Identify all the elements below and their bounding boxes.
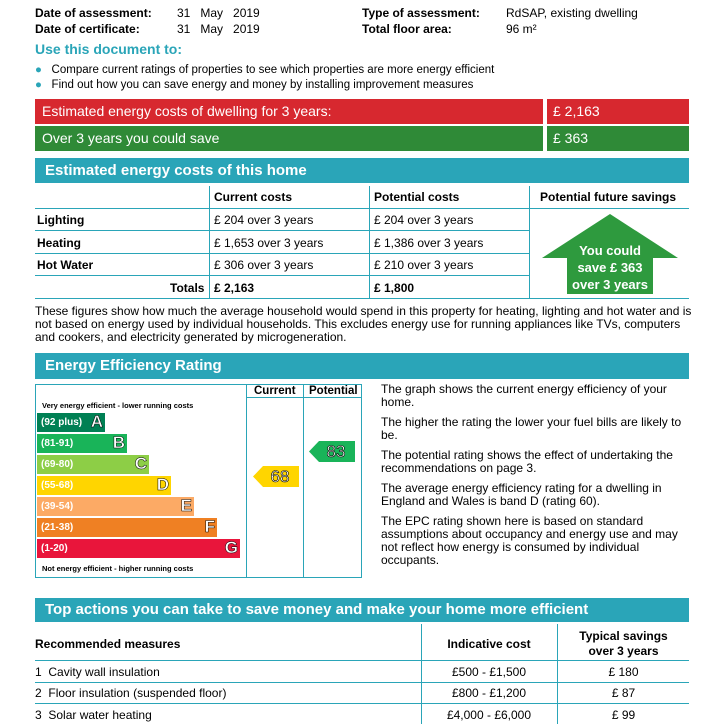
row-lighting-current: £ 204 over 3 years xyxy=(214,213,314,227)
cost-summary-value: £ 2,163 xyxy=(547,99,689,124)
row-heating-current: £ 1,653 over 3 years xyxy=(214,236,324,250)
eer-col-current: Current xyxy=(254,385,296,397)
divider xyxy=(35,208,530,209)
action-saving: £ 180 xyxy=(608,665,639,679)
bullet-icon: ● xyxy=(35,64,42,76)
eer-bottom-note: Not energy efficient - higher running costs xyxy=(42,564,194,573)
eer-band-letter: B xyxy=(112,433,125,452)
eer-band-letter: G xyxy=(224,538,238,557)
cost-summary-bar xyxy=(35,99,689,124)
eer-heading: Energy Efficiency Rating xyxy=(35,353,689,379)
cut-off-row xyxy=(35,0,235,4)
col-current-costs: Current costs xyxy=(214,190,293,204)
eer-band-letter: D xyxy=(156,475,169,494)
use-doc-heading: Use this document to: xyxy=(35,41,183,57)
divider xyxy=(246,384,247,578)
actions-heading: Top actions you can take to save money and make your home more efficient xyxy=(35,598,689,622)
eer-col-potential: Potential xyxy=(309,385,358,397)
eer-band-a xyxy=(37,413,105,432)
eer-band-letter: E xyxy=(180,496,192,515)
eer-band-g xyxy=(37,539,240,558)
divider xyxy=(35,298,689,299)
action-cost: £4,000 - £6,000 xyxy=(446,708,532,722)
row-heating-potential: £ 1,386 over 3 years xyxy=(374,236,484,250)
savings-arrow-text: You could save £ 363 over 3 years xyxy=(572,243,648,292)
eer-band-b xyxy=(37,434,127,453)
col-potential-costs: Potential costs xyxy=(374,190,460,204)
current-rating-value: 68 xyxy=(270,467,290,486)
divider xyxy=(246,397,362,398)
totals-potential: £ 1,800 xyxy=(374,281,415,295)
eer-band-letter: A xyxy=(90,412,103,431)
eer-paragraph: The higher the rating the lower your fuel bills are likely to be. xyxy=(381,415,682,442)
eer-band-range: (1-20) xyxy=(41,543,68,554)
col-indicative-cost: Indicative cost xyxy=(447,637,531,651)
divider xyxy=(369,186,370,298)
divider xyxy=(529,186,530,298)
eer-top-note: Very energy efficient - lower running costs xyxy=(42,401,194,410)
save-summary-value: £ 363 xyxy=(547,126,689,151)
eer-band-d xyxy=(37,476,171,495)
divider xyxy=(530,208,689,209)
potential-rating-value: 83 xyxy=(326,442,346,461)
table-row: 2 Floor insulation (suspended floor) xyxy=(35,686,227,700)
costs-heading: Estimated energy costs of this home xyxy=(35,158,689,183)
eer-paragraph: The average energy efficiency rating for a dwelling in England and Wales is band D (rating 60). xyxy=(381,481,662,508)
divider xyxy=(35,682,689,683)
totals-current: £ 2,163 xyxy=(214,281,255,295)
totals-label: Totals xyxy=(170,281,205,295)
divider xyxy=(303,384,304,578)
eer-band-range: (55-68) xyxy=(41,480,74,491)
row-hotwater-potential: £ 210 over 3 years xyxy=(374,258,474,272)
eer-band-range: (69-80) xyxy=(41,459,74,470)
divider xyxy=(35,275,530,276)
type-assessment-value: RdSAP, existing dwelling xyxy=(506,6,638,20)
divider xyxy=(35,253,530,254)
cost-summary-label: Estimated energy costs of dwelling for 3 years: xyxy=(35,99,543,124)
save-summary-bar xyxy=(35,126,689,151)
date-assessment-value: 31 May 2019 xyxy=(177,6,260,20)
row-heating-label: Heating xyxy=(37,236,82,250)
floor-area-label: Total floor area: xyxy=(362,22,452,36)
eer-paragraph: The EPC rating shown here is based on standard assumptions about occupancy and energy use and may not reflect how energy is consumed by individual occupants. xyxy=(381,514,678,567)
table-row: 3 Solar water heating xyxy=(35,708,152,722)
row-hotwater-current: £ 306 over 3 years xyxy=(214,258,314,272)
bullet-icon: ● xyxy=(35,79,42,91)
eer-paragraph: The potential rating shows the effect of undertaking the recommendations on page 3. xyxy=(381,448,673,475)
date-certificate-value: 31 May 2019 xyxy=(177,22,260,36)
divider xyxy=(209,186,210,298)
action-saving: £ 99 xyxy=(611,708,636,722)
divider xyxy=(35,660,689,661)
row-hotwater-label: Hot Water xyxy=(37,258,94,272)
list-item: ● Compare current ratings of properties to see which properties are more energy efficient xyxy=(35,64,495,76)
row-lighting-label: Lighting xyxy=(37,213,85,227)
divider xyxy=(35,230,530,231)
table-row: 1 Cavity wall insulation xyxy=(35,665,160,679)
action-saving: £ 87 xyxy=(611,686,636,700)
use-doc-list xyxy=(35,63,494,93)
eer-band-range: (39-54) xyxy=(41,501,74,512)
row-lighting-potential: £ 204 over 3 years xyxy=(374,213,474,227)
eer-band-f xyxy=(37,518,217,537)
date-assessment-label: Date of assessment: xyxy=(35,6,152,20)
eer-paragraph: The graph shows the current energy efficiency of your home. xyxy=(381,382,667,409)
action-cost: £500 - £1,500 xyxy=(451,665,527,679)
costs-note: These figures show how much the average household would spend in this property for heating, lighting and hot water and is not based on energy used by individual households. This excludes energy use for running appliances like TVs, computers and cookers, and electricity generated by microgeneration. xyxy=(35,304,692,344)
floor-area-value: 96 m² xyxy=(506,22,537,36)
eer-band-letter: F xyxy=(204,517,215,536)
list-item: ● Find out how you can save energy and money by installing improvement measures xyxy=(35,79,474,91)
date-certificate-label: Date of certificate: xyxy=(35,22,140,36)
save-summary-label: Over 3 years you could save xyxy=(35,126,543,151)
col-potential-savings: Potential future savings xyxy=(540,190,677,204)
action-cost: £800 - £1,200 xyxy=(451,686,527,700)
divider xyxy=(35,703,689,704)
eer-band-e xyxy=(37,497,194,516)
col-typical-savings: Typical savings over 3 years xyxy=(579,629,668,658)
eer-band-c xyxy=(37,455,149,474)
eer-band-range: (21-38) xyxy=(41,522,74,533)
col-recommended-measures: Recommended measures xyxy=(35,637,181,651)
type-assessment-label: Type of assessment: xyxy=(362,6,480,20)
eer-band-range: (92 plus) xyxy=(41,417,83,428)
eer-band-letter: C xyxy=(134,454,147,473)
eer-band-range: (81-91) xyxy=(41,438,74,449)
